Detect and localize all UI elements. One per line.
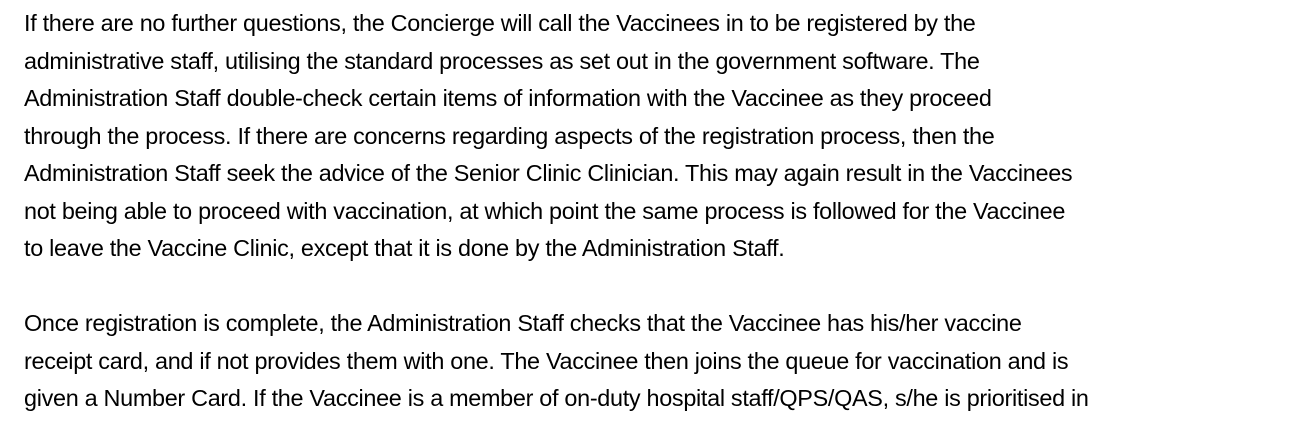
text-line: If there are no further questions, the Concierge will call the Vaccinees in to be registered by the	[24, 10, 976, 36]
text-line: administrative staff, utilising the standard processes as set out in the government software. The	[24, 47, 980, 74]
document-body	[24, 5, 1294, 418]
text-line: to leave the Vaccine Clinic, except that it is done by the Administration Staff.	[24, 235, 785, 261]
text-line: Once registration is complete, the Administration Staff checks that the Vaccinee has his/her vaccine	[24, 310, 1022, 336]
text-line: Administration Staff seek the advice of the Senior Clinic Clinician. This may again result in the Vaccinees	[24, 160, 1073, 186]
text-line: Administration Staff double-check certain items of information with the Vaccinee as they proceed	[24, 85, 992, 111]
paragraph-post-registration	[24, 305, 1294, 418]
text-line: given a Number Card. If the Vaccinee is a member of on-duty hospital staff/QPS/QAS, s/he is prioritised in	[24, 385, 1089, 411]
paragraph-spacer	[24, 268, 1294, 306]
text-line: through the process. If there are concerns regarding aspects of the registration process, then the	[24, 122, 995, 149]
text-line: receipt card, and if not provides them with one. The Vaccinee then joins the queue for vaccination and is	[24, 347, 1069, 374]
text-line: not being able to proceed with vaccination, at which point the same process is followed for the Vaccinee	[24, 197, 1066, 224]
paragraph-registration-process	[24, 5, 1294, 268]
